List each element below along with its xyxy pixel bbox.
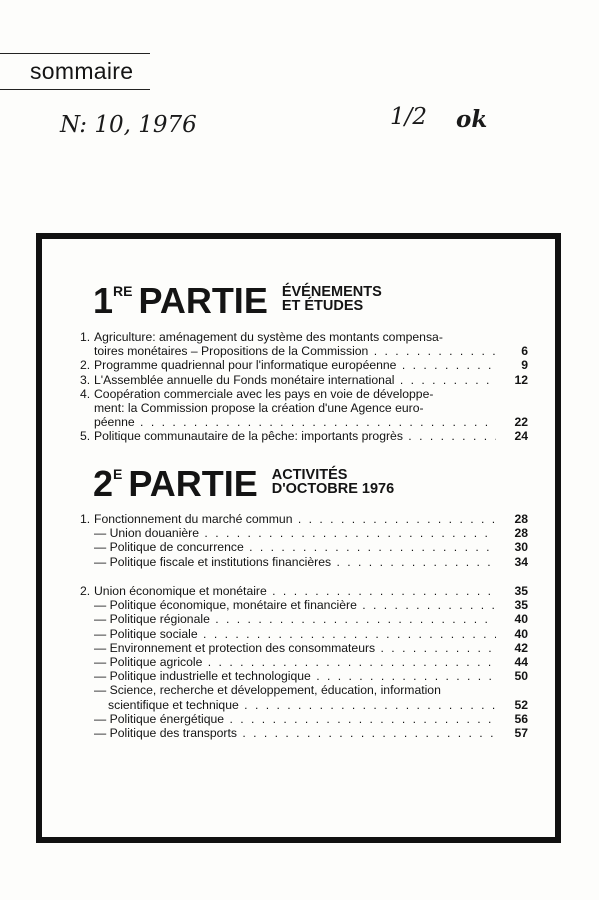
item-number: 1. bbox=[80, 330, 91, 344]
list-item bbox=[80, 358, 528, 372]
item-text: ment: la Commission propose la création d'une Agence euro- bbox=[94, 401, 424, 416]
handwritten-fraction: 1/2 bbox=[390, 104, 428, 130]
item-number: 3. bbox=[80, 372, 91, 387]
part2-subtitle bbox=[272, 468, 394, 496]
page-number: 50 bbox=[514, 669, 528, 684]
part2-number: 2 bbox=[93, 463, 114, 504]
item-number: 1. bbox=[80, 512, 91, 526]
list-item bbox=[80, 726, 528, 740]
page-number: 24 bbox=[514, 429, 528, 444]
item-text: péenne . . . bbox=[94, 415, 496, 429]
part1-number: 1 bbox=[93, 280, 114, 321]
item-text: — Science, recherche et développement, éducation, information bbox=[94, 683, 441, 698]
list-item bbox=[80, 330, 528, 344]
list-item bbox=[80, 555, 528, 569]
part2-section1-list bbox=[80, 512, 528, 569]
item-text: — Union douanière . . . bbox=[94, 526, 496, 540]
part1-subtitle-line2: ET ÉTUDES bbox=[281, 298, 364, 314]
part2-superscript: E bbox=[113, 466, 123, 482]
item-text: scientifique et technique . . . bbox=[108, 698, 496, 712]
part2-subtitle-line2: D'OCTOBRE 1976 bbox=[271, 481, 395, 497]
page-number: 56 bbox=[514, 711, 528, 726]
page-number: 28 bbox=[514, 526, 528, 541]
item-text: — Environnement et protection des consommateurs . . . bbox=[94, 641, 496, 655]
list-item bbox=[80, 712, 528, 726]
list-item bbox=[80, 655, 528, 669]
list-item bbox=[80, 598, 528, 612]
page-number: 34 bbox=[514, 554, 528, 569]
page-title: sommaire bbox=[30, 58, 134, 84]
item-text: — Politique industrielle et technologique . . . bbox=[94, 669, 496, 683]
page-number: 40 bbox=[514, 626, 528, 641]
list-item bbox=[80, 540, 528, 554]
part2-section2-list bbox=[80, 584, 528, 740]
item-text: Politique communautaire de la pêche: importants progrès . . . bbox=[94, 429, 496, 443]
item-text: — Politique agricole . . . bbox=[94, 655, 496, 669]
list-item bbox=[80, 401, 528, 415]
list-item bbox=[80, 584, 528, 598]
page-number: 42 bbox=[514, 640, 528, 655]
list-item bbox=[80, 387, 528, 401]
item-text: — Politique des transports . . . bbox=[94, 726, 496, 740]
part1-subtitle bbox=[282, 285, 382, 313]
part1-heading bbox=[93, 280, 382, 321]
part2-word: PARTIE bbox=[128, 463, 258, 504]
item-number: 2. bbox=[80, 358, 91, 373]
list-item bbox=[80, 669, 528, 683]
item-text: Coopération commerciale avec les pays en voie de développe- bbox=[94, 386, 434, 401]
item-text: Agriculture: aménagement du système des montants compensa- bbox=[94, 330, 443, 344]
list-item bbox=[80, 526, 528, 540]
part2-heading bbox=[93, 463, 395, 504]
part1-subtitle-line1: ÉVÉNEMENTS bbox=[281, 284, 382, 300]
title-rule bbox=[0, 89, 150, 90]
list-item bbox=[80, 641, 528, 655]
list-item bbox=[80, 415, 528, 429]
page-number: 6 bbox=[521, 344, 528, 359]
item-text: Programme quadriennal pour l'informatique européenne . . . bbox=[94, 358, 496, 372]
item-text: — Politique sociale . . . bbox=[94, 627, 496, 641]
list-item bbox=[80, 698, 528, 712]
page-number: 57 bbox=[514, 726, 528, 741]
page-number: 30 bbox=[514, 540, 528, 555]
handwritten-initials: ok bbox=[456, 106, 488, 133]
item-text: — Politique énergétique . . . bbox=[94, 712, 496, 726]
page-number: 9 bbox=[521, 358, 528, 373]
page-number: 35 bbox=[514, 598, 528, 613]
item-number: 4. bbox=[80, 386, 91, 401]
list-item bbox=[80, 344, 528, 358]
page-number: 22 bbox=[514, 415, 528, 430]
part1-superscript: RE bbox=[113, 283, 133, 299]
top-rule bbox=[0, 53, 150, 54]
handwritten-issue-number: N: 10, 1976 bbox=[60, 112, 197, 138]
list-item bbox=[80, 683, 528, 697]
item-number: 5. bbox=[80, 429, 91, 444]
item-text: toires monétaires – Propositions de la Commission . . . bbox=[94, 344, 496, 358]
page-number: 52 bbox=[514, 697, 528, 712]
item-text: L'Assemblée annuelle du Fonds monétaire international . . . bbox=[94, 373, 496, 387]
item-text: — Politique régionale . . . bbox=[94, 612, 496, 626]
item-text: — Politique économique, monétaire et financière . . . bbox=[94, 598, 496, 612]
list-item bbox=[80, 512, 528, 526]
list-item bbox=[80, 373, 528, 387]
list-item bbox=[80, 627, 528, 641]
list-item bbox=[80, 612, 528, 626]
part2-subtitle-line1: ACTIVITÉS bbox=[271, 467, 348, 483]
item-number: 2. bbox=[80, 584, 91, 598]
item-text: — Politique fiscale et institutions financières . . . bbox=[94, 555, 496, 569]
part1-list bbox=[80, 330, 528, 444]
section-title: Union économique et monétaire . . . bbox=[94, 584, 496, 598]
item-text: — Politique de concurrence . . . bbox=[94, 540, 496, 554]
page-number: 44 bbox=[514, 655, 528, 670]
section-title: Fonctionnement du marché commun . . . bbox=[94, 512, 496, 526]
part1-word: PARTIE bbox=[138, 280, 268, 321]
page-number: 35 bbox=[514, 584, 528, 598]
list-item bbox=[80, 429, 528, 443]
page-number: 28 bbox=[514, 512, 528, 526]
page-number: 40 bbox=[514, 612, 528, 627]
page-number: 12 bbox=[514, 372, 528, 387]
